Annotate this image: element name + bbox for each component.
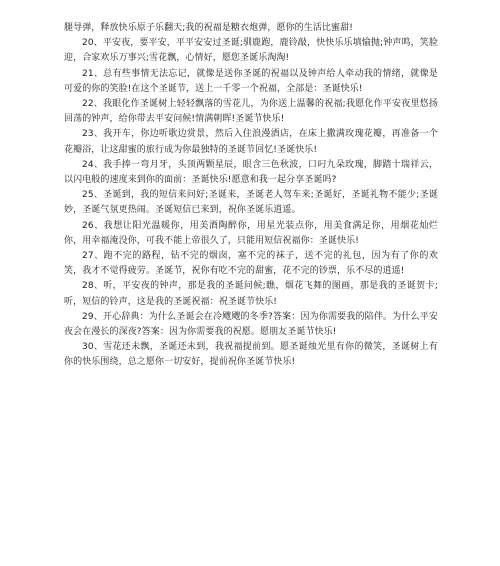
paragraph-21: 21、总有些事情无法忘记，就像是送你圣诞的祝福以及钟声给人牵动我的情绪，就像是可爱的你的笑脸!在这个圣诞节，送上一千零一个祝福，全部是：圣诞快乐! <box>64 68 438 94</box>
paragraph-20: 20、平安夜，要平安，平平安安过圣诞;驯鹿跑，鹿铃敲，快快乐乐填愉抛;钟声鸣，笑脸迎，合家欢乐万事兴;雪花飘，心情好，愿您圣诞乐淘淘! <box>64 38 438 64</box>
paragraph-23: 23、我开车，你边听歌边赏景，然后入住浪漫酒店，在床上撒满玫瑰花瓣，再准备一个花瓣浴，让这甜蜜的旅行成为你最独特的圣诞节回忆!圣诞快乐! <box>64 129 438 155</box>
paragraph-30: 30、雪花还未飘，圣诞还未到，我祝福提前到。愿圣诞烛光里有你的微笑，圣诞树上有你的快乐围绕，总之愿你一切安好，提前祝你圣诞节快乐! <box>64 342 438 368</box>
paragraph-24: 24、我手捧一弯月牙，头顶两颗星辰，眼含三色秋波，口叼九朵玫瑰，脚踏十瑞祥云，以闪电般的速度来到你的面前：圣诞快乐!愿意和我一起分享圣诞吗? <box>64 159 438 186</box>
paragraph-26: 26、我想让阳光温暖你，用美酒陶醉你，用星光装点你，用美食满足你，用烟花灿烂你，用幸福淹没你，可我不能上帝很久了，只能用短信祝福你：圣诞快乐! <box>64 220 438 246</box>
paragraph-27: 27、跑不完的路程，钻不完的烟囱，塞不完的袜子，送不完的礼包，因为有了你的欢笑，我才不觉得疲劳。圣诞节，祝你有吃不完的甜蜜，花不完的钞票，乐不尽的逍遥! <box>64 251 438 277</box>
document-body <box>64 21 438 371</box>
paragraph-22: 22、我眼化作圣诞树上轻轻飘落的雪花儿，为你送上温馨的祝福;我愿化作平安夜里悠扬回荡的钟声，给你带去平安问候!情满朝晖!圣诞节快乐! <box>64 99 438 125</box>
paragraph-continued: 腿导弹，释放快乐原子乐翻天;我的祝福是糖衣炮弹，愿你的生活比蜜甜! <box>64 23 353 33</box>
paragraph-29: 29、开心辞典：为什么圣诞会在冷飕飕的冬季?答案：因为你需要我的陪伴。为什么平安夜会在漫长的深夜?答案：因为你需要我的祝愿。愿朋友圣诞节快乐! <box>64 311 438 338</box>
paragraph-25: 25、圣诞到，我的短信来问好;圣诞来，圣诞老人驾车来;圣诞好，圣诞礼物不能少;圣诞妙，圣诞气氛更热闹。圣诞短信已来到，祝你圣诞乐逍遥。 <box>64 190 438 216</box>
paragraph-28: 28、听，平安夜的钟声，那是我的圣诞问候;瞧，烟花飞舞的图画，那是我的圣诞贺卡;听，短信的铃声，这是我的圣诞祝福：祝圣诞节快乐! <box>64 281 438 307</box>
